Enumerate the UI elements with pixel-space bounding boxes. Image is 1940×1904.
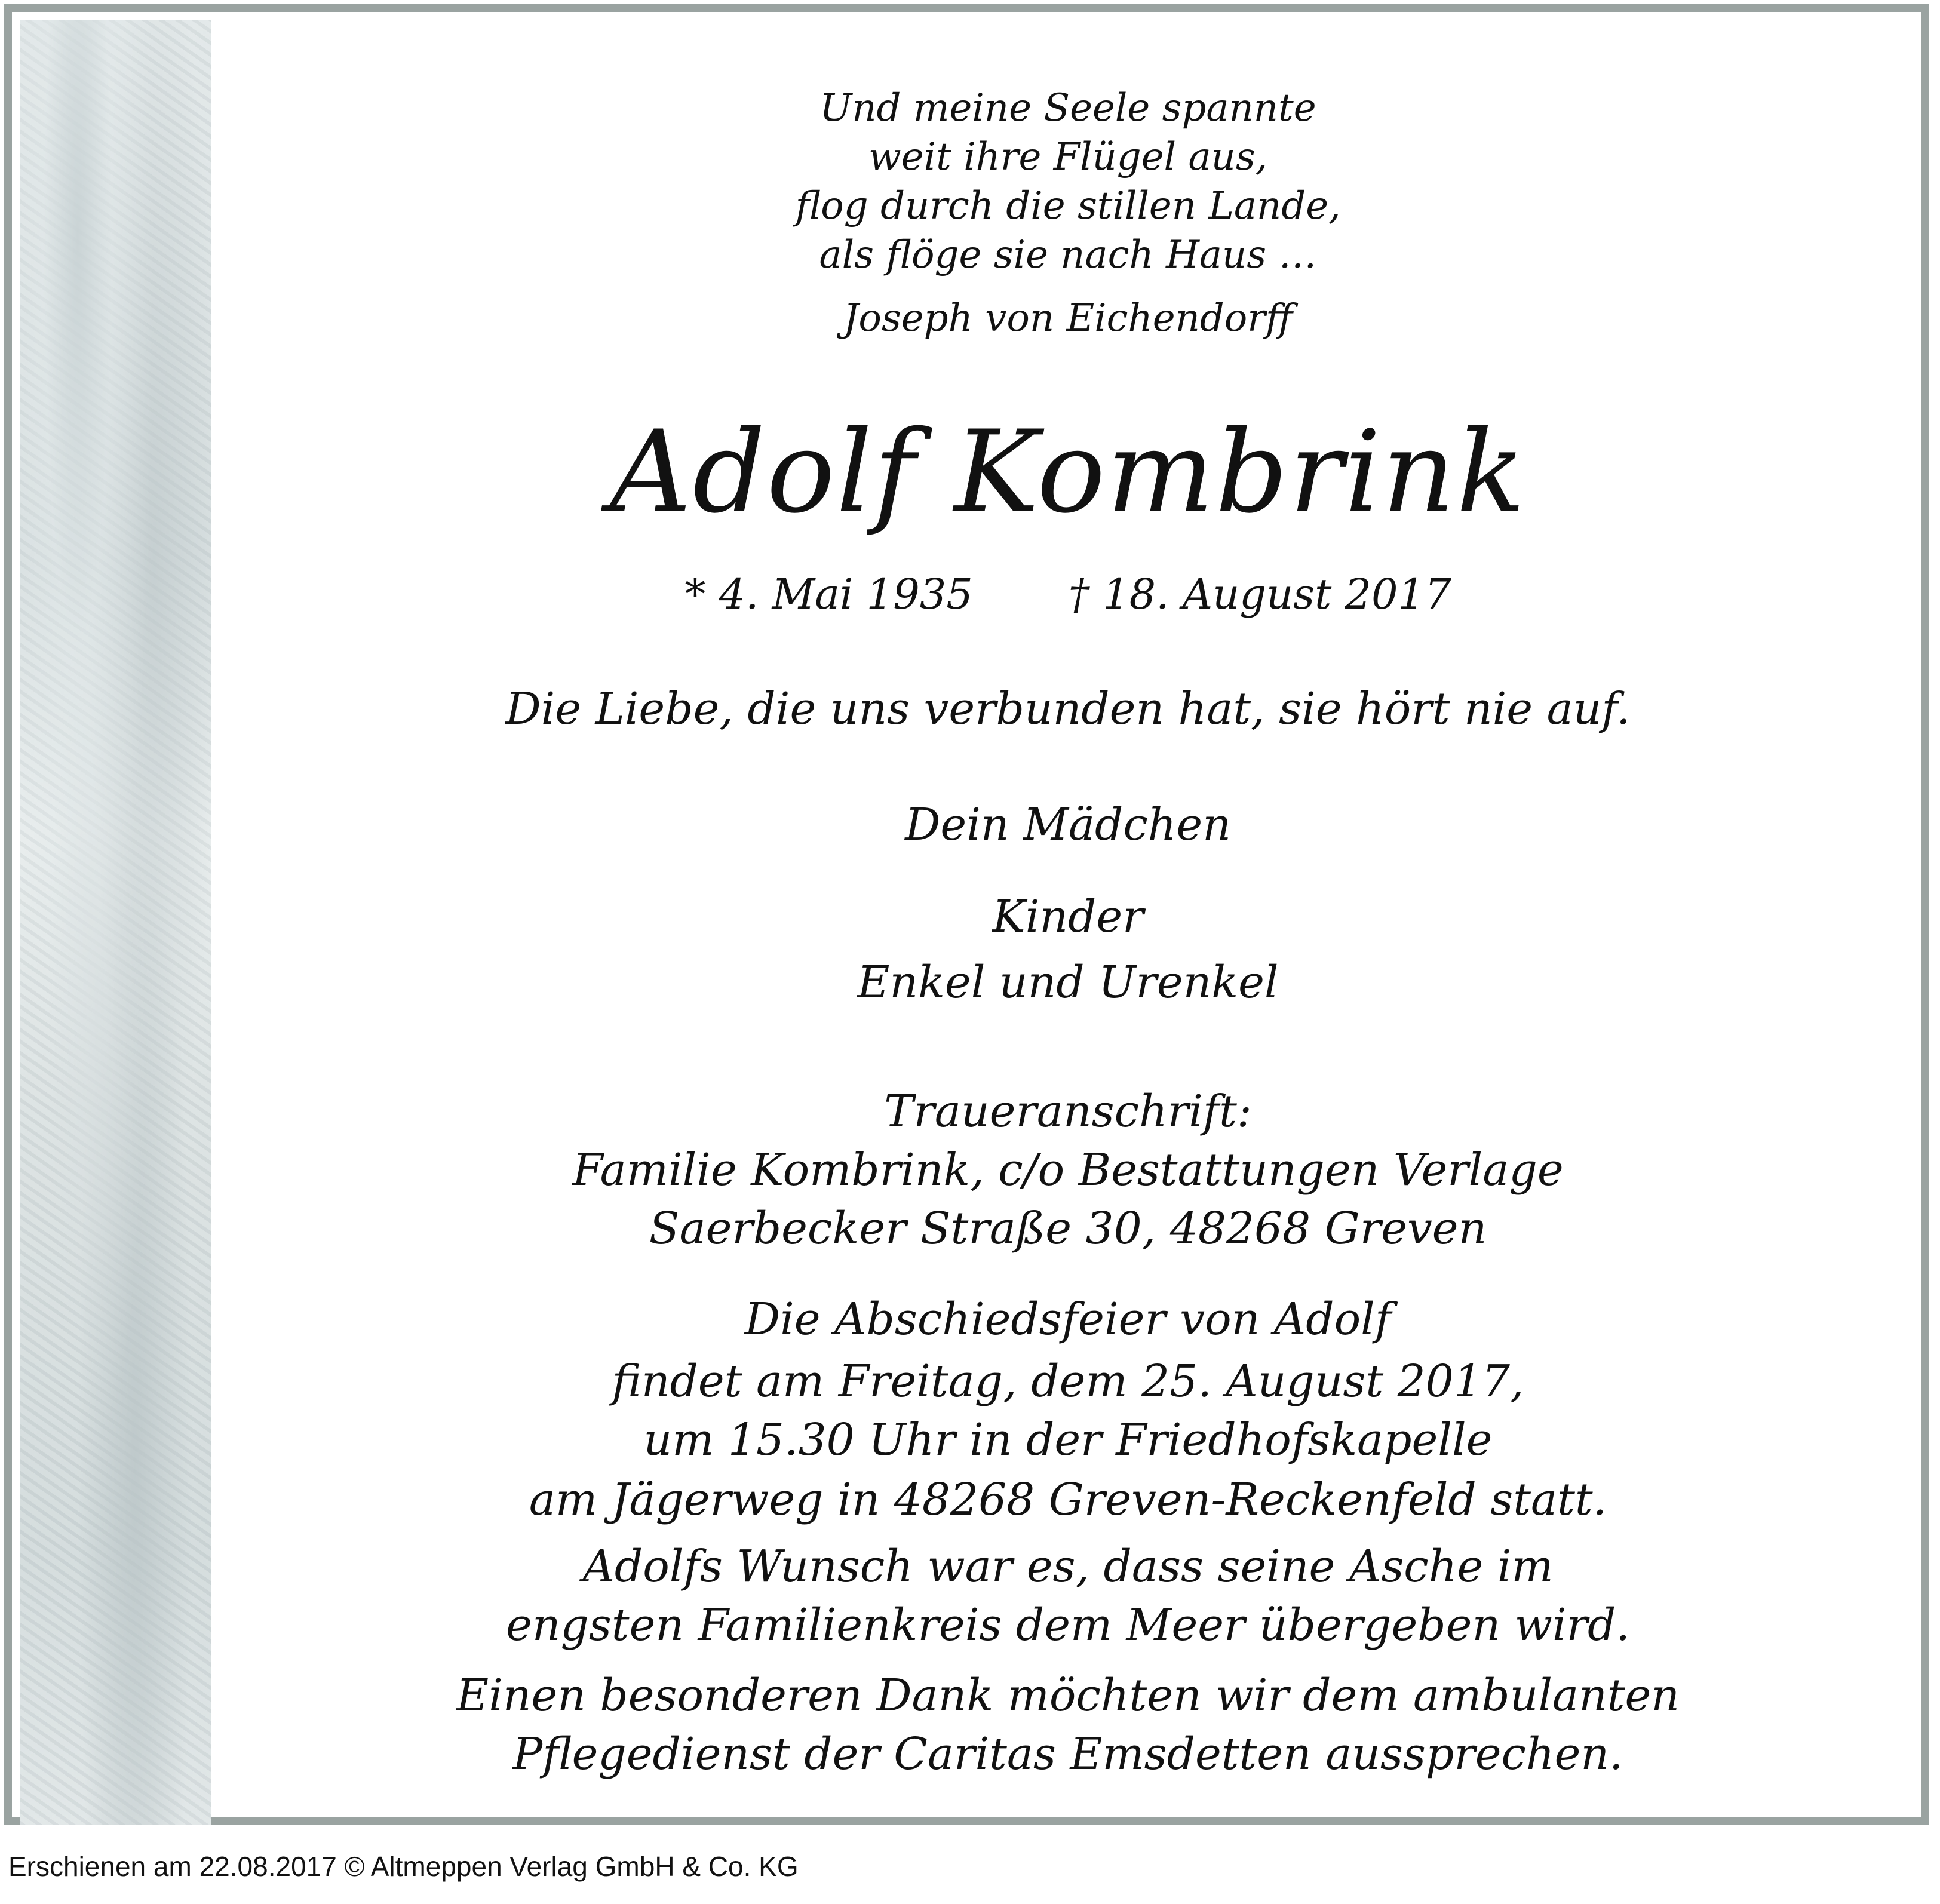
death-date: † 18. August 2017 — [1068, 570, 1451, 619]
wish-line-2: engsten Familienkreis dem Meer übergeben wird. — [506, 1599, 1630, 1651]
ceremony-line-4: am Jägerweg in 48268 Greven-Reckenfeld statt. — [529, 1474, 1607, 1525]
poem-line-4: als flöge sie nach Haus … — [819, 233, 1317, 277]
deceased-name: Adolf Kombrink — [609, 406, 1527, 538]
publication-footer: Erschienen am 22.08.2017 © Altmeppen Verlag GmbH & Co. KG — [8, 1851, 799, 1882]
mourner-children: Kinder — [992, 891, 1144, 942]
obituary-frame — [4, 4, 1929, 1825]
ceremony-line-3: um 15.30 Uhr in der Friedhofskapelle — [643, 1414, 1493, 1466]
ceremony-line-1: Die Abschiedsfeier von Adolf — [744, 1294, 1392, 1345]
life-dates — [211, 570, 1924, 619]
poem-line-1: Und meine Seele spannte — [819, 86, 1316, 130]
poem-line-2: weit ihre Flügel aus, — [868, 135, 1267, 179]
motto: Die Liebe, die uns verbunden hat, sie hört nie auf. — [505, 683, 1631, 735]
obituary-content — [211, 20, 1924, 1825]
poem-line-3: flog durch die stillen Lande, — [795, 184, 1341, 228]
address-line-1: Familie Kombrink, c/o Bestattungen Verlage — [572, 1144, 1564, 1196]
ceremony-line-2: findet am Freitag, dem 25. August 2017, — [612, 1356, 1524, 1407]
thanks-line-2: Pflegedienst der Caritas Emsdetten aussprechen. — [512, 1728, 1623, 1780]
wish-line-1: Adolfs Wunsch war es, dass seine Asche im — [582, 1541, 1554, 1592]
birth-date: * 4. Mai 1935 — [684, 570, 973, 619]
poem-author: Joseph von Eichendorff — [843, 296, 1293, 340]
side-nature-image — [20, 20, 211, 1825]
thanks-line-1: Einen besonderen Dank möchten wir dem ambulanten — [456, 1670, 1680, 1721]
address-label: Traueranschrift: — [884, 1086, 1252, 1137]
mourner-partner: Dein Mädchen — [905, 799, 1231, 850]
mourner-grandchildren: Enkel und Urenkel — [857, 957, 1279, 1008]
address-line-2: Saerbecker Straße 30, 48268 Greven — [649, 1203, 1487, 1254]
